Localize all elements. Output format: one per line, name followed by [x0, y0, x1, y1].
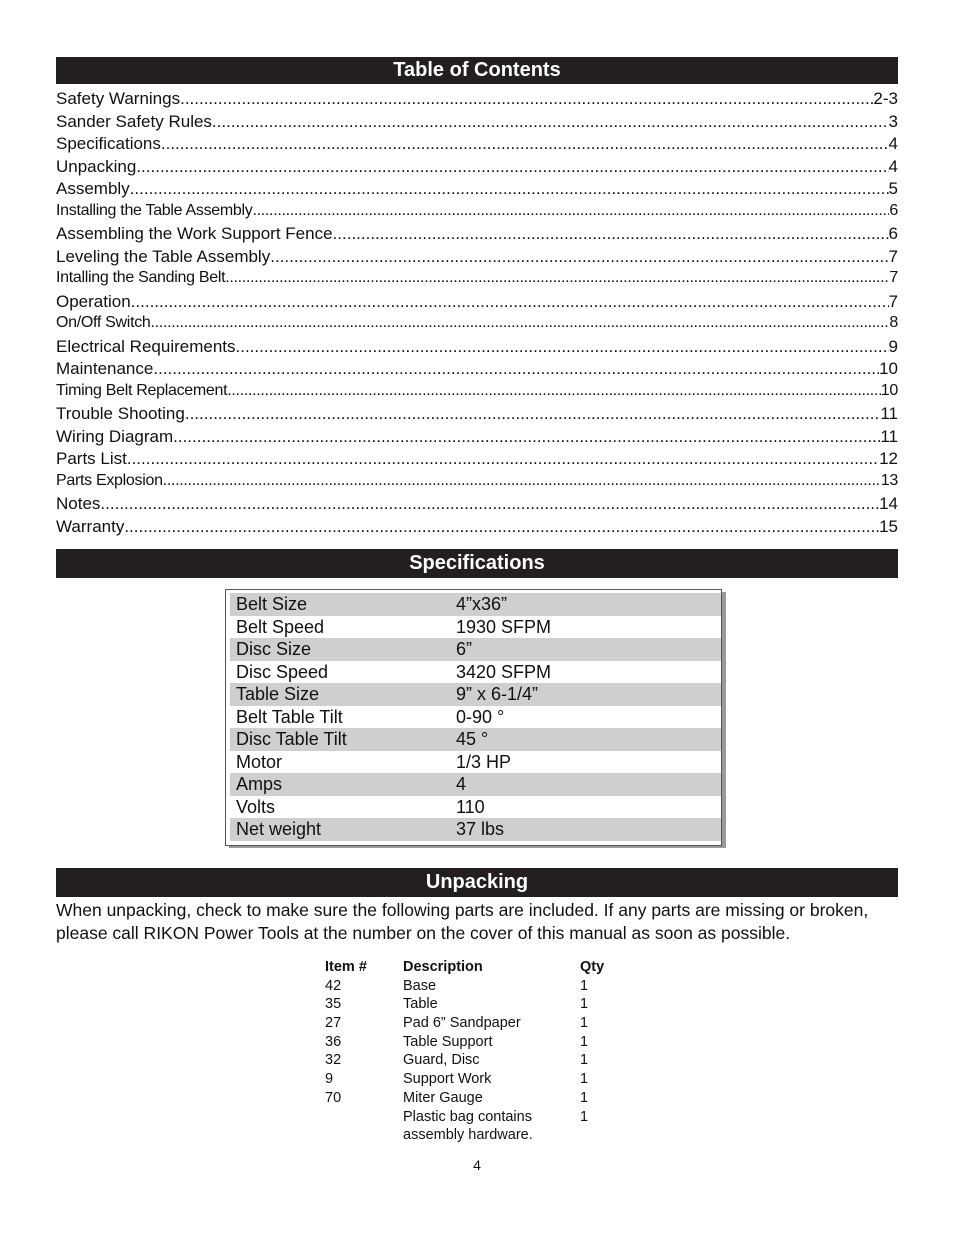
- part-description: Guard, Disc: [403, 1052, 480, 1069]
- qty-header: Qty: [580, 959, 605, 975]
- toc-entry-page: 8: [889, 314, 898, 331]
- toc-entry: [56, 202, 898, 225]
- toc-entry-title: Maintenance: [56, 359, 154, 378]
- part-qty: 1: [580, 1108, 589, 1125]
- part-description: Miter Gauge: [403, 1089, 483, 1106]
- part-description: Table Support: [403, 1033, 493, 1050]
- toc-entry-title: Trouble Shooting: [56, 404, 185, 423]
- part-item: 32: [325, 1052, 342, 1069]
- toc-entry-title: Unpacking: [56, 156, 137, 176]
- toc-entry-title: Assembling the Work Support Fence: [56, 224, 333, 243]
- spec-value: 4: [456, 774, 467, 794]
- spec-value: 1930 SFPM: [456, 616, 552, 637]
- toc-entry: [56, 247, 898, 270]
- spec-row: [230, 638, 721, 661]
- part-item: 36: [325, 1033, 342, 1050]
- toc-entry: [56, 224, 898, 247]
- toc-entry: [56, 449, 898, 472]
- toc-entry-page: 13: [880, 471, 898, 489]
- part-qty: 1: [580, 1052, 589, 1069]
- toc-entry-page: 7: [888, 246, 898, 266]
- toc-entry-title: Timing Belt Replacement: [56, 381, 228, 399]
- toc-entry-title: Specifications: [56, 134, 161, 153]
- toc-entry-page: 5: [888, 179, 898, 198]
- spec-value: 6”: [456, 639, 473, 659]
- toc-entry-page: 10: [879, 359, 898, 378]
- toc-entry-title: Assembly: [56, 179, 130, 198]
- toc-entry-page: 4: [888, 156, 898, 176]
- toc-entry-page: 7: [889, 269, 898, 286]
- spec-label: Disc Size: [236, 639, 312, 659]
- unpacking-intro: When unpacking, check to make sure the following parts are included. If any parts are missing or broken, please call RIKON Power Tools at the number on the cover of this manual as soon as possible.: [56, 900, 869, 943]
- toc-entry-page: 7: [888, 291, 898, 311]
- specifications-table: [225, 589, 722, 846]
- spec-row: [230, 616, 721, 639]
- part-description: Table: [403, 996, 438, 1013]
- toc-entry: [56, 314, 898, 337]
- toc-entry-title: Parts Explosion: [56, 471, 163, 489]
- spec-row: [230, 773, 721, 796]
- toc-entry-page: 10: [880, 381, 898, 399]
- spec-label: Disc Table Tilt: [236, 729, 347, 749]
- toc-entry: [56, 179, 898, 202]
- spec-row: [230, 683, 721, 706]
- spec-value: 4”x36”: [456, 594, 508, 614]
- part-description: assembly hardware.: [403, 1127, 533, 1144]
- spec-value: 9” x 6-1/4”: [456, 684, 539, 704]
- spec-row: [230, 593, 721, 616]
- toc-entry-page: 9: [888, 336, 898, 356]
- toc-entry-title: Wiring Diagram: [56, 426, 174, 446]
- toc-entry: [56, 494, 898, 517]
- toc-header: Table of Contents: [56, 57, 898, 84]
- specifications-header: Specifications: [56, 549, 898, 578]
- spec-label: Belt Table Tilt: [236, 706, 343, 727]
- spec-label: Volts: [236, 796, 276, 817]
- part-item: 9: [325, 1071, 334, 1088]
- spec-row: [230, 706, 721, 729]
- description-header: Description: [403, 959, 483, 975]
- spec-label: Amps: [236, 774, 283, 794]
- toc-entry: [56, 427, 898, 450]
- part-description: Plastic bag contains: [403, 1108, 532, 1125]
- spec-value: 1/3 HP: [456, 751, 512, 772]
- part-qty: 1: [580, 1033, 589, 1050]
- spec-value: 3420 SFPM: [456, 661, 552, 682]
- part-item: 42: [325, 977, 342, 994]
- toc-entry-page: 6: [889, 201, 898, 219]
- toc-entry-page: 3: [888, 111, 898, 131]
- part-item: 27: [325, 1015, 342, 1032]
- toc-entry-title: Warranty: [56, 516, 125, 536]
- toc-entry-title: Intalling the Sanding Belt: [56, 269, 226, 286]
- spec-value: 110: [456, 796, 485, 817]
- spec-label: Motor: [236, 751, 283, 772]
- toc-entry-title: Installing the Table Assembly: [56, 201, 253, 219]
- spec-value: 0-90 °: [456, 706, 505, 727]
- part-description: Support Work: [403, 1071, 492, 1088]
- unpacking-header: Unpacking: [56, 868, 898, 897]
- toc-entry-page: 14: [879, 494, 898, 513]
- spec-row: [230, 751, 721, 774]
- toc-entry: [56, 134, 898, 157]
- toc-entry-page: 6: [888, 224, 898, 243]
- part-item: 70: [325, 1089, 342, 1106]
- toc-entry-title: Leveling the Table Assembly: [56, 246, 271, 266]
- spec-row: [230, 661, 721, 684]
- part-item: 35: [325, 996, 342, 1013]
- spec-label: Belt Speed: [236, 616, 325, 637]
- toc-entry-page: 12: [879, 449, 898, 468]
- toc-entry: [56, 337, 898, 360]
- spec-label: Net weight: [236, 819, 322, 839]
- toc-entry-title: On/Off Switch: [56, 314, 151, 331]
- spec-value: 37 lbs: [456, 819, 505, 839]
- toc-entry: [56, 359, 898, 382]
- toc-entry: [56, 292, 898, 315]
- part-qty: 1: [580, 996, 589, 1013]
- part-qty: 1: [580, 977, 589, 994]
- spec-row: [230, 796, 721, 819]
- spec-value: 45 °: [456, 729, 489, 749]
- toc-entry-page: 4: [888, 134, 898, 153]
- toc-entry-title: Sander Safety Rules: [56, 111, 212, 131]
- spec-label: Disc Speed: [236, 661, 329, 682]
- toc-entry: [56, 89, 898, 112]
- toc-entry-title: Operation: [56, 291, 131, 311]
- toc-entry-title: Electrical Requirements: [56, 336, 236, 356]
- toc-entry: [56, 269, 898, 292]
- part-description: Pad 6” Sandpaper: [403, 1015, 521, 1032]
- spec-label: Table Size: [236, 684, 320, 704]
- spec-row: [230, 818, 721, 841]
- toc-entry-title: Parts List: [56, 449, 127, 468]
- spec-label: Belt Size: [236, 594, 308, 614]
- part-qty: 1: [580, 1089, 589, 1106]
- toc-entry-page: 11: [880, 404, 898, 423]
- toc-entry-page: 2-3: [873, 89, 898, 108]
- part-qty: 1: [580, 1015, 589, 1032]
- toc-entry: [56, 472, 898, 495]
- part-description: Base: [403, 977, 437, 994]
- toc-entry-page: 15: [879, 516, 898, 536]
- toc-entry: [56, 157, 898, 180]
- part-qty: 1: [580, 1071, 589, 1088]
- toc-entry: [56, 382, 898, 405]
- table-of-contents: [56, 89, 898, 539]
- toc-entry-page: 11: [880, 426, 898, 446]
- spec-row: [230, 728, 721, 751]
- toc-entry-title: Notes: [56, 494, 101, 513]
- page-number: 4: [473, 1157, 481, 1173]
- item-header: Item #: [325, 959, 367, 975]
- toc-entry: [56, 517, 898, 540]
- toc-entry: [56, 404, 898, 427]
- toc-entry: [56, 112, 898, 135]
- toc-entry-title: Safety Warnings: [56, 89, 181, 108]
